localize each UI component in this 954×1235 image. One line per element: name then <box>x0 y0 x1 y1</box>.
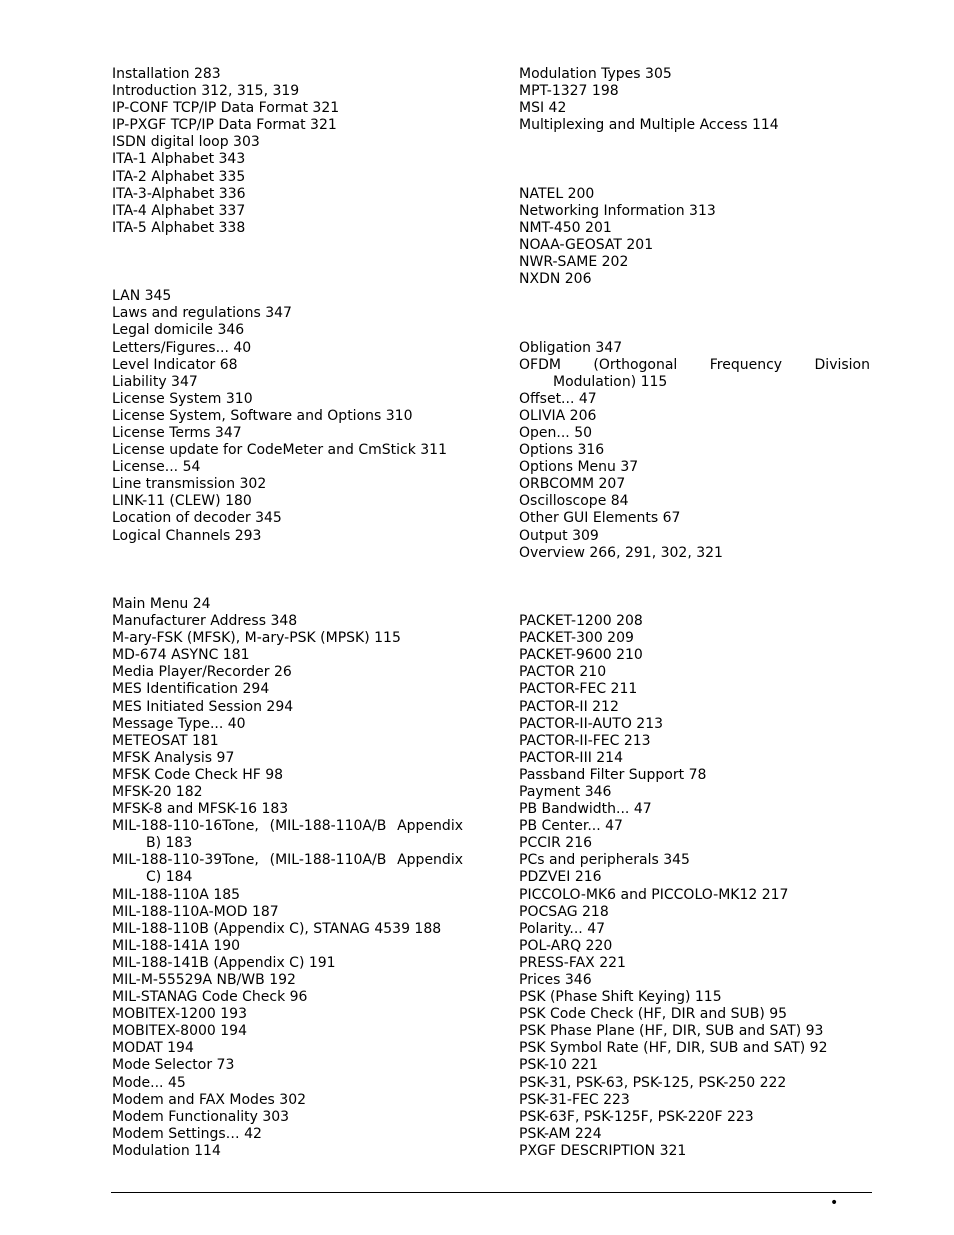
index-entry: Options Menu 37 <box>519 459 639 476</box>
index-entry: NOAA-GEOSAT 201 <box>519 236 654 253</box>
index-entry: Modulation 114 <box>112 1142 221 1159</box>
index-group-m-continued <box>112 887 463 1161</box>
index-group-l <box>112 288 463 544</box>
index-entry: Modem Settings… 42 <box>112 1125 262 1142</box>
index-entry: OLIVIA 206 <box>519 407 597 424</box>
index-entry: NATEL 200 <box>519 185 595 202</box>
index-entry: Laws and regulations 347 <box>112 305 292 322</box>
index-entry: PACKET-9600 210 <box>519 647 643 664</box>
index-entry: ITA-5 Alphabet 338 <box>112 219 246 236</box>
index-entry: License... 54 <box>112 459 201 476</box>
index-entry: PCs and peripherals 345 <box>519 852 690 869</box>
index-entry: Mode... 45 <box>112 1074 186 1091</box>
index-entry: PSK-31-FEC 223 <box>519 1091 630 1108</box>
index-entry: PACKET-300 209 <box>519 630 634 647</box>
index-entry: PB Bandwidth... 47 <box>519 801 652 818</box>
index-entry: Location of decoder 345 <box>112 510 282 527</box>
index-entry: PICCOLO-MK6 and PICCOLO-MK12 217 <box>519 886 789 903</box>
index-entry: MIL-188-110B (Appendix C), STANAG 4539 188 <box>112 920 442 937</box>
index-entry: PSK-63F, PSK-125F, PSK-220F 223 <box>519 1108 754 1125</box>
index-entry: IP-CONF TCP/IP Data Format 321 <box>112 100 340 117</box>
index-column-left <box>112 66 463 1160</box>
index-entry: PACKET-1200 208 <box>519 613 643 630</box>
index-entry: MOBITEX-8000 194 <box>112 1023 247 1040</box>
index-entry: ITA-1 Alphabet 343 <box>112 151 246 168</box>
index-entry: ISDN digital loop 303 <box>112 134 260 151</box>
index-entry: NWR-SAME 202 <box>519 254 629 271</box>
index-entry: MD-674 ASYNC 181 <box>112 647 250 664</box>
index-entry: Liability 347 <box>112 373 198 390</box>
index-group-o <box>519 340 870 357</box>
index-entry: Level Indicator 68 <box>112 356 238 373</box>
index-entry: POL-ARQ 220 <box>519 937 613 954</box>
index-entry: MIL-M-55529A NB/WB 192 <box>112 972 296 988</box>
index-entry: PSK-AM 224 <box>519 1125 602 1142</box>
footer-rule <box>111 1192 872 1193</box>
index-entry: Overview 266, 291, 302, 321 <box>519 544 723 561</box>
index-entry: Media Player/Recorder 26 <box>112 664 292 681</box>
index-group-p <box>519 613 870 1160</box>
index-entry-mil-39tone: MIL-188-110-39Tone, (MIL-188-110A/B Appendix C) 184 <box>112 852 463 886</box>
index-entry: MODAT 194 <box>112 1040 194 1057</box>
index-entry: Main Menu 24 <box>112 595 211 612</box>
index-entry: Output 309 <box>519 527 599 544</box>
index-entry: Polarity... 47 <box>519 920 606 937</box>
index-entry: PACTOR-FEC 211 <box>519 681 638 698</box>
index-entry-mil-16tone: MIL-188-110-16Tone, (MIL-188-110A/B Appendix B) 183 <box>112 818 463 852</box>
index-entry: PDZVEI 216 <box>519 869 602 886</box>
footer-bullet: • <box>830 1195 839 1211</box>
index-entry: Offset... 47 <box>519 390 597 407</box>
index-entry: Installation 283 <box>112 66 221 82</box>
index-entry: Open... 50 <box>519 425 593 441</box>
index-entry: Message Type... 40 <box>112 715 246 732</box>
index-entry: POCSAG 218 <box>519 903 609 920</box>
index-entry: Other GUI Elements 67 <box>519 510 681 527</box>
index-group-m-tail <box>519 66 870 134</box>
index-entry: MES Initiated Session 294 <box>112 698 294 715</box>
index-entry: M-ary-FSK (MFSK), M-ary-PSK (MPSK) 115 <box>112 630 401 647</box>
index-entry: IP-PXGF TCP/IP Data Format 321 <box>112 117 337 134</box>
index-entry: NXDN 206 <box>519 271 592 288</box>
index-group-m <box>112 596 463 818</box>
index-entry: License update for CodeMeter and CmStick 311 <box>112 442 447 459</box>
index-entry: Oscilloscope 84 <box>519 493 629 510</box>
index-entry: PACTOR-II-FEC 213 <box>519 732 651 749</box>
index-entry: License System, Software and Options 310 <box>112 407 413 424</box>
index-entry: PB Center... 47 <box>519 818 623 835</box>
index-entry: Legal domicile 346 <box>112 322 245 339</box>
index-entry: Multiplexing and Multiple Access 114 <box>519 117 779 134</box>
index-entry: MIL-188-141B (Appendix C) 191 <box>112 954 336 971</box>
index-entry: MFSK-8 and MFSK-16 183 <box>112 801 289 818</box>
index-entry: PSK-31, PSK-63, PSK-125, PSK-250 222 <box>519 1074 787 1091</box>
index-entry: MIL-188-110A-MOD 187 <box>112 903 279 920</box>
index-entry-ofdm: OFDM (Orthogonal Frequency Division Modulation) 115 <box>519 356 870 390</box>
index-entry: PACTOR 210 <box>519 664 607 681</box>
index-entry: MES Identification 294 <box>112 681 270 698</box>
index-entry: PSK Code Check (HF, DIR and SUB) 95 <box>519 1006 788 1023</box>
index-entry: License Terms 347 <box>112 424 242 441</box>
index-entry: ITA-4 Alphabet 337 <box>112 202 246 219</box>
index-entry: MPT-1327 198 <box>519 83 619 100</box>
index-group-o-continued <box>519 391 870 562</box>
index-entry: Manufacturer Address 348 <box>112 613 298 630</box>
index-entry: Obligation 347 <box>519 339 623 356</box>
index-entry: Modulation Types 305 <box>519 66 672 82</box>
index-entry: PACTOR-II-AUTO 213 <box>519 715 664 732</box>
index-entry: MIL-188-110A 185 <box>112 886 241 903</box>
index-entry: Modem and FAX Modes 302 <box>112 1091 307 1108</box>
index-entry: MFSK-20 182 <box>112 783 203 800</box>
index-entry: Networking Information 313 <box>519 202 716 219</box>
index-entry: MIL-STANAG Code Check 96 <box>112 989 308 1006</box>
index-entry: License System 310 <box>112 390 253 407</box>
index-entry: PSK Phase Plane (HF, DIR, SUB and SAT) 93 <box>519 1023 824 1040</box>
index-entry: MSI 42 <box>519 100 567 117</box>
index-entry: Prices 346 <box>519 972 592 989</box>
index-group-n <box>519 186 870 289</box>
index-entry: ITA-3-Alphabet 336 <box>112 185 246 202</box>
index-entry: METEOSAT 181 <box>112 732 219 749</box>
index-entry: ITA-2 Alphabet 335 <box>112 168 246 185</box>
index-entry: Payment 346 <box>519 783 612 800</box>
index-entry: MFSK Code Check HF 98 <box>112 766 284 783</box>
index-entry: PACTOR-III 214 <box>519 749 623 766</box>
index-entry: Line transmission 302 <box>112 476 267 493</box>
index-entry: Modem Functionality 303 <box>112 1108 290 1125</box>
index-entry: PSK Symbol Rate (HF, DIR, SUB and SAT) 92 <box>519 1040 828 1057</box>
index-entry: Options 316 <box>519 442 605 459</box>
index-entry: PACTOR-II 212 <box>519 698 619 715</box>
index-entry: MFSK Analysis 97 <box>112 749 235 766</box>
index-entry: LINK-11 (CLEW) 180 <box>112 493 252 510</box>
index-column-right <box>519 66 870 1160</box>
index-entry: LAN 345 <box>112 288 172 305</box>
index-entry: Logical Channels 293 <box>112 527 262 544</box>
index-entry: Mode Selector 73 <box>112 1057 235 1074</box>
index-entry: ORBCOMM 207 <box>519 476 626 493</box>
index-entry: PSK (Phase Shift Keying) 115 <box>519 989 722 1006</box>
index-entry: PCCIR 216 <box>519 835 593 852</box>
index-entry: Letters/Figures... 40 <box>112 339 252 356</box>
index-entry: PRESS-FAX 221 <box>519 954 626 971</box>
index-entry: Introduction 312, 315, 319 <box>112 83 300 100</box>
index-group-i <box>112 66 463 237</box>
index-entry: MOBITEX-1200 193 <box>112 1006 247 1023</box>
index-entry: PXGF DESCRIPTION 321 <box>519 1142 687 1159</box>
index-entry: PSK-10 221 <box>519 1057 599 1074</box>
index-entry: NMT-450 201 <box>519 219 612 236</box>
index-entry: MIL-188-141A 190 <box>112 937 241 954</box>
index-entry: Passband Filter Support 78 <box>519 766 707 783</box>
